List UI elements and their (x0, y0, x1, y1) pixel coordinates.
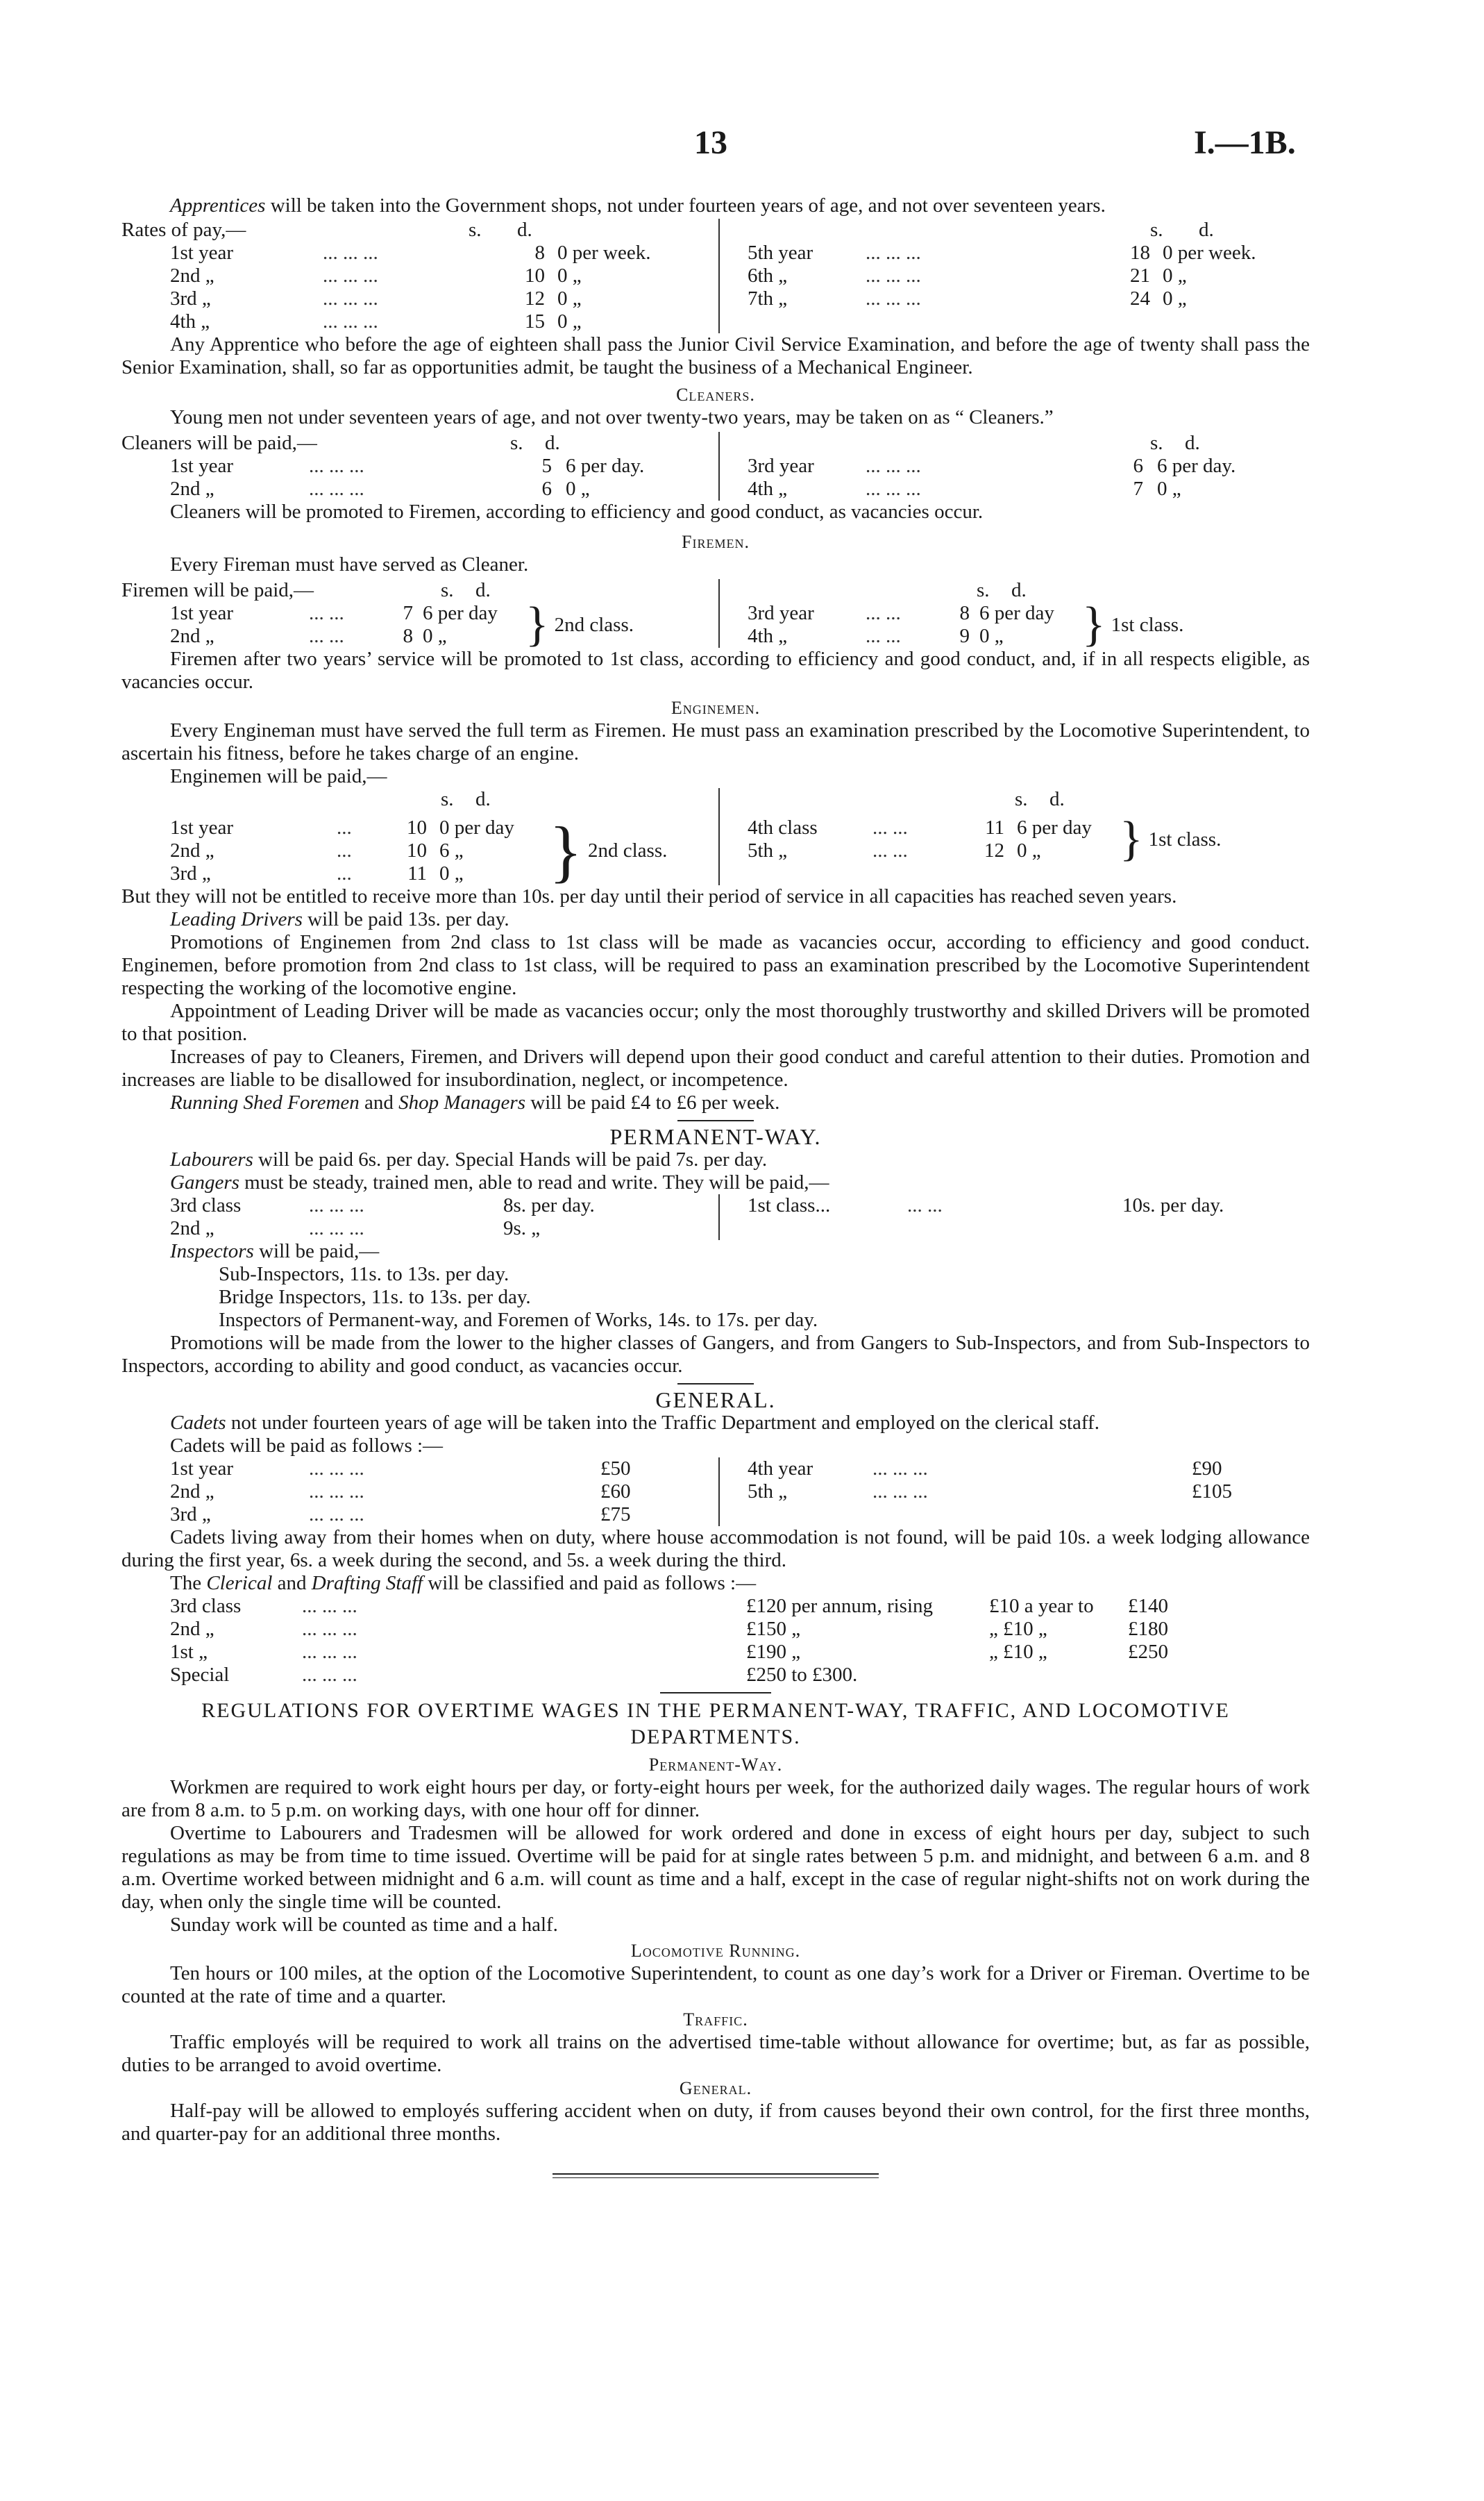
row-label: 2nd „ (170, 1217, 214, 1239)
class-label: 2nd class. (588, 839, 668, 862)
cleaners-rates-header (121, 432, 718, 455)
shillings: 11 (985, 817, 1004, 839)
leader-dots: ... ... (866, 625, 901, 647)
rate-increment: „ £10 „ (989, 1641, 1047, 1663)
clerical-term: Clerical (206, 1572, 273, 1594)
table-row (121, 602, 520, 625)
table-row (748, 478, 1296, 501)
cadets-term: Cadets (170, 1412, 226, 1434)
cadets-text: not under fourteen years of age will be taken into the Traffic Department and employed on the clerical staff. (226, 1412, 1099, 1434)
table-row (121, 478, 718, 501)
shillings: 6 (1133, 455, 1143, 477)
overtime-general-heading: General. (679, 2078, 752, 2098)
apprentices-rates-header (121, 219, 718, 242)
enginemen-rates-table (121, 788, 1310, 889)
closing-rule (553, 2173, 879, 2175)
table-row (121, 287, 718, 310)
cadets-lodging-note: Cadets living away from their homes when on duty, where house accommodation is not found, will be paid 10s. a week lodging allowance during the first year, 6s. a week during the second, and 5s. a week during the third. (121, 1526, 1310, 1571)
row-label: 1st year (170, 455, 233, 477)
table-row (748, 625, 1077, 648)
table-row (121, 1194, 718, 1217)
row-label: 4th class (748, 817, 818, 839)
enginemen-rates-header (121, 788, 718, 811)
rate-start: £120 per annum, rising (746, 1595, 934, 1617)
leader-dots: ... ... ... (302, 1664, 357, 1686)
rate-value: £60 (600, 1480, 631, 1503)
apprentices-term: Apprentices (170, 194, 266, 217)
section-divider (677, 1383, 754, 1385)
shillings: 7 (403, 602, 413, 624)
sd-d-header: d. (1199, 219, 1214, 241)
table-row (121, 1457, 718, 1480)
shillings: 5 (541, 455, 552, 477)
sd-s-header: s. (1015, 788, 1028, 810)
rates-label: Rates of pay,— (121, 219, 246, 241)
rate-value: 8s. per day. (503, 1194, 595, 1216)
pence: 6 „ (439, 839, 464, 862)
pence: 0 „ (557, 265, 582, 287)
row-label: 1st year (170, 602, 233, 624)
rate-value: £105 (1192, 1480, 1232, 1503)
overtime-pw-1: Workmen are required to work eight hours per day, or forty-eight hours per week, for the authorized daily wages. The regular hours of work are from 8 a.m. to 5 p.m. on working days, with one hour off for dinner. (121, 1776, 1310, 1821)
leader-dots: ... ... ... (302, 1595, 357, 1617)
apprentices-intro (121, 194, 1310, 217)
table-row (121, 625, 520, 648)
shillings: 11 (407, 862, 427, 885)
leader-dots: ... ... ... (866, 242, 921, 264)
shillings: 12 (984, 839, 1004, 862)
enginemen-heading: Enginemen. (671, 698, 761, 718)
shillings: 24 (1130, 287, 1150, 310)
shillings: 6 (541, 478, 552, 500)
list-item: Bridge Inspectors, 11s. to 13s. per day. (219, 1286, 531, 1308)
pence: 6 per day (1017, 817, 1092, 839)
sd-d-header: d. (475, 579, 491, 601)
rate-value: 10s. per day. (1122, 1194, 1224, 1216)
shillings: 18 (1130, 242, 1150, 264)
enginemen-note-4: Increases of pay to Cleaners, Firemen, and Drivers will depend upon their good conduct and careful attention to their duties. Promotion and increases are liable to be disallowed for insubordination, neglect, or incompetence. (121, 1046, 1310, 1091)
apprentices-rates-table (121, 219, 1310, 333)
overtime-traffic-heading: Traffic. (683, 2009, 748, 2030)
table-row (121, 1618, 1310, 1641)
labourers-term: Labourers (170, 1148, 253, 1171)
class-label: 2nd class. (554, 613, 634, 636)
apprentices-intro-text: will be taken into the Government shops, not under fourteen years of age, and not over seventeen years. (265, 194, 1106, 217)
leader-dots: ... ... ... (872, 1480, 928, 1503)
row-label: 2nd „ (170, 625, 214, 647)
table-row (748, 839, 1114, 862)
sd-d-header: d. (1011, 579, 1027, 601)
rate-max: £140 (1128, 1595, 1168, 1617)
leader-dots: ... ... ... (872, 1457, 928, 1480)
right-brace: } (525, 598, 549, 651)
leader-dots: ... ... ... (309, 1503, 364, 1525)
pence: 0 „ (1017, 839, 1041, 862)
leader-dots: ... ... ... (309, 1217, 364, 1239)
row-label: 3rd class (170, 1194, 242, 1216)
leader-dots: ... ... (872, 817, 908, 839)
pence: 0 „ (979, 625, 1004, 647)
firemen-rates-header-right (748, 579, 1296, 602)
class-label: 1st class. (1148, 828, 1222, 851)
rate-value: £50 (600, 1457, 631, 1480)
leader-dots: ... (337, 839, 352, 862)
leader-dots: ... ... ... (309, 1457, 364, 1480)
rate-start: £250 to £300. (746, 1664, 858, 1686)
table-row (121, 1217, 718, 1240)
list-item: Inspectors of Permanent-way, and Foremen of Works, 14s. to 17s. per day. (219, 1309, 818, 1331)
labourers-text: will be paid 6s. per day. Special Hands will be paid 7s. per day. (253, 1148, 768, 1171)
pence: 0 per day (439, 817, 514, 839)
leader-dots: ... (337, 862, 352, 885)
paid-label: Firemen will be paid,— (121, 579, 314, 601)
row-label: 5th „ (748, 839, 788, 862)
row-label: 2nd „ (170, 1480, 214, 1503)
gangers-rates-table (121, 1194, 1310, 1240)
clerical-text: will be classified and paid as follows :— (423, 1572, 757, 1594)
shillings: 8 (959, 602, 970, 624)
gangers-note (121, 1171, 1310, 1194)
sd-d-header: d. (545, 432, 560, 454)
leader-dots: ... ... ... (309, 478, 364, 500)
section-divider (677, 1120, 754, 1121)
pence: 0 „ (1157, 478, 1181, 500)
sd-d-header: d. (475, 788, 491, 810)
row-label: 2nd „ (170, 478, 214, 500)
table-row (121, 817, 543, 839)
cleaners-heading: Cleaners. (676, 385, 755, 405)
cleaners-rates-header-right (748, 432, 1296, 455)
shillings: 15 (525, 310, 545, 333)
row-label: 2nd „ (170, 265, 214, 287)
row-label: 1st year (170, 1457, 233, 1480)
row-label: 5th year (748, 242, 813, 264)
firemen-rates-table (121, 579, 1310, 651)
row-label: 6th „ (748, 265, 788, 287)
rate-value: £75 (600, 1503, 631, 1525)
row-label: 3rd year (748, 455, 814, 477)
table-row (748, 817, 1114, 839)
firemen-heading: Firemen. (682, 532, 750, 552)
enginemen-paid-label: Enginemen will be paid,— (170, 765, 387, 787)
table-row (748, 265, 1296, 287)
overtime-pw-heading: Permanent-Way. (648, 1755, 783, 1775)
leader-dots: ... ... ... (302, 1618, 357, 1640)
shillings: 9 (959, 625, 970, 647)
sd-d-header: d. (517, 219, 532, 241)
table-row (121, 839, 543, 862)
permanent-way-heading: PERMANENT-WAY. (609, 1124, 822, 1149)
table-row (748, 1480, 1296, 1503)
leader-dots: ... ... ... (323, 242, 378, 264)
sd-d-header: d. (1049, 788, 1065, 810)
overtime-pw-2: Overtime to Labourers and Tradesmen will be allowed for work ordered and done in excess of eight hours per day, subject to such regulations as may be from time to time issued. Overtime will be paid for at single rates between 5 p.m. and midnight, and between 6 a.m. and 8 a.m. Overtime worked between midnight and 6 a.m. will count as time and a half, except in the case of regular night-shifts not on work during the day, when only the single time will be counted. (121, 1822, 1310, 1913)
rate-max: £250 (1128, 1641, 1168, 1663)
class-label: 1st class. (1111, 613, 1184, 636)
shillings: 10 (407, 817, 427, 839)
row-label: 2nd „ (170, 839, 214, 862)
shillings: 12 (525, 287, 545, 310)
shillings: 8 (403, 625, 413, 647)
firemen-rates-header (121, 579, 718, 602)
general-heading: GENERAL. (655, 1387, 776, 1412)
table-row (121, 265, 718, 287)
enginemen-note-1: But they will not be entitled to receive more than 10s. per day until their period of service in all capacities has reached seven years. (121, 885, 1177, 907)
leader-dots: ... ... ... (302, 1641, 357, 1663)
enginemen-note-2: Promotions of Enginemen from 2nd class to 1st class will be made as vacancies occur, according to efficiency and good conduct. Enginemen, before promotion from 2nd class to 1st class, will be required to pass an examination prescribed by the Locomotive Superintendent respecting the working of the locomotive engine. (121, 931, 1310, 999)
row-label: 3rd year (748, 602, 814, 624)
shillings: 10 (525, 265, 545, 287)
row-label: 7th „ (748, 287, 788, 310)
pence: 0 „ (557, 310, 582, 333)
pence: 0 „ (439, 862, 464, 885)
right-brace: } (1120, 812, 1143, 866)
leader-dots: ... ... (309, 602, 344, 624)
pence: 0 „ (1163, 265, 1187, 287)
overtime-pw-3: Sunday work will be counted as time and a half. (170, 1914, 558, 1936)
inspectors-note (121, 1240, 1310, 1263)
sd-d-header: d. (1185, 432, 1200, 454)
firemen-intro: Every Fireman must have served as Cleaner. (170, 553, 529, 576)
row-label: 1st year (170, 242, 233, 264)
shillings: 21 (1130, 265, 1150, 287)
rate-start: £150 „ (746, 1618, 801, 1640)
cadets-note (121, 1412, 1310, 1434)
leader-dots: ... ... (866, 602, 901, 624)
rate-max: £180 (1128, 1618, 1168, 1640)
pence: 0 „ (557, 287, 582, 310)
rate-start: £190 „ (746, 1641, 801, 1663)
sd-s-header: s. (977, 579, 990, 601)
table-row (121, 455, 718, 478)
table-row (748, 602, 1077, 625)
row-label: 1st class... (748, 1194, 831, 1216)
row-label: Special (170, 1664, 230, 1686)
clerical-pre: The (170, 1572, 207, 1594)
rate-increment: „ £10 „ (989, 1618, 1047, 1640)
shed-and: and (359, 1091, 399, 1114)
sd-s-header: s. (469, 219, 482, 241)
table-row (121, 862, 543, 885)
row-label: 1st year (170, 817, 233, 839)
leader-dots: ... ... ... (323, 265, 378, 287)
pence: 6 per day (979, 602, 1054, 624)
right-brace: } (549, 812, 582, 889)
rate-value: 9s. „ (503, 1217, 541, 1239)
gangers-term: Gangers (170, 1171, 239, 1194)
cleaners-rates-table (121, 432, 1310, 501)
cadets-rates-table (121, 1457, 1310, 1526)
section-divider (660, 1692, 771, 1693)
leader-dots: ... ... ... (323, 310, 378, 333)
leader-dots: ... ... ... (866, 455, 921, 477)
permanent-way-promotions: Promotions will be made from the lower to the higher classes of Gangers, and from Gangers to Sub-Inspectors, and from Sub-Inspectors to Inspectors, according to ability and good conduct, as vacancies occur. (121, 1332, 1310, 1377)
table-row (121, 1503, 718, 1526)
sd-s-header: s. (441, 788, 454, 810)
overtime-general: Half-pay will be allowed to employés suffering accident when on duty, if from causes beyond their own control, for the first three months, and quarter-pay for an additional three months. (121, 2100, 1310, 2145)
clerical-staff-table (121, 1595, 1310, 1687)
inspectors-term: Inspectors (170, 1240, 254, 1262)
shillings: 7 (1133, 478, 1143, 500)
sd-s-header: s. (441, 579, 454, 601)
leader-dots: ... ... ... (323, 287, 378, 310)
shed-foremen-term: Running Shed Foremen (170, 1091, 360, 1114)
row-label: 3rd „ (170, 862, 211, 885)
cleaners-intro: Young men not under seventeen years of age, and not over twenty-two years, may be taken on as “ Cleaners.” (170, 406, 1054, 428)
table-row (121, 1480, 718, 1503)
sd-s-header: s. (1150, 432, 1163, 454)
table-row (121, 242, 718, 265)
right-brace: } (1082, 598, 1106, 651)
shed-foremen-text: will be paid £4 to £6 per week. (525, 1091, 780, 1114)
sd-s-header: s. (1150, 219, 1163, 241)
pence: 0 „ (1163, 287, 1187, 310)
enginemen-rates-header-right (748, 788, 1296, 811)
leader-dots: ... ... (309, 625, 344, 647)
cleaners-note: Cleaners will be promoted to Firemen, according to efficiency and good conduct, as vacancies occur. (170, 501, 984, 523)
enginemen-note-3: Appointment of Leading Driver will be made as vacancies occur; only the most thoroughly trustworthy and skilled Drivers will be promoted to that position. (121, 1000, 1310, 1045)
table-row (748, 1194, 1296, 1217)
leader-dots: ... ... ... (309, 455, 364, 477)
row-label: 1st „ (170, 1641, 208, 1663)
leader-dots: ... (337, 817, 352, 839)
overtime-loco: Ten hours or 100 miles, at the option of the Locomotive Superintendent, to count as one day’s work for a Driver or Fireman. Overtime to be counted at the rate of time and a quarter. (121, 1962, 1310, 2007)
row-label: 3rd „ (170, 1503, 211, 1525)
table-row (748, 455, 1296, 478)
page-number: 13 (694, 124, 727, 161)
gangers-text: must be steady, trained men, able to read and write. They will be paid,— (239, 1171, 829, 1194)
pence: 0 per week. (557, 242, 651, 264)
leading-drivers-text: will be paid 13s. per day. (302, 908, 509, 930)
row-label: 3rd class (170, 1595, 242, 1617)
table-row (748, 1457, 1296, 1480)
row-label: 2nd „ (170, 1618, 214, 1640)
table-row (121, 310, 718, 333)
shed-foremen-note (121, 1091, 1310, 1114)
leader-dots: ... ... ... (309, 1480, 364, 1503)
cadets-paid-label: Cadets will be paid as follows :— (170, 1434, 444, 1457)
shillings: 8 (534, 242, 545, 264)
row-label: 4th „ (748, 478, 788, 500)
table-row (121, 1641, 1310, 1664)
row-label: 5th „ (748, 1480, 788, 1503)
overtime-heading: REGULATIONS FOR OVERTIME WAGES IN THE PERMANENT-WAY, TRAFFIC, AND LOCOMOTIVE (201, 1699, 1230, 1722)
clerical-staff-note (121, 1572, 1310, 1595)
leader-dots: ... ... ... (866, 287, 921, 310)
row-label: 3rd „ (170, 287, 211, 310)
enginemen-intro: Every Engineman must have served the full term as Firemen. He must pass an examination prescribed by the Locomotive Superintendent, to ascertain his fitness, before he takes charge of an engine. (121, 719, 1310, 764)
row-label: 4th „ (748, 625, 788, 647)
overtime-heading-2: DEPARTMENTS. (630, 1725, 801, 1748)
pence: 0 „ (423, 625, 447, 647)
apprentices-note: Any Apprentice who before the age of eighteen shall pass the Junior Civil Service Examination, and before the age of twenty shall pass the Senior Examination, shall, so far as opportunities admit, be taught the business of a Mechanical Engineer. (121, 333, 1310, 378)
inspectors-text: will be paid,— (253, 1240, 380, 1262)
shop-managers-term: Shop Managers (398, 1091, 525, 1114)
leader-dots: ... ... ... (866, 265, 921, 287)
row-label: 4th „ (170, 310, 210, 333)
clerical-and: and (272, 1572, 312, 1594)
leader-dots: ... ... ... (309, 1194, 364, 1216)
overtime-loco-heading: Locomotive Running. (630, 1941, 801, 1961)
paid-label: Cleaners will be paid,— (121, 432, 317, 454)
leading-drivers-note (121, 908, 1310, 931)
shillings: 10 (407, 839, 427, 862)
table-row (121, 1595, 1310, 1618)
table-row (748, 287, 1296, 310)
leader-dots: ... ... (907, 1194, 943, 1216)
rate-value: £90 (1192, 1457, 1222, 1480)
pence: 6 per day. (566, 455, 645, 477)
sd-s-header: s. (510, 432, 523, 454)
row-label: 4th year (748, 1457, 813, 1480)
pence: 6 per day (423, 602, 498, 624)
page-body (121, 194, 1310, 2178)
drafting-staff-term: Drafting Staff (311, 1572, 423, 1594)
pence: 0 per week. (1163, 242, 1256, 264)
table-row (121, 1664, 1310, 1687)
table-row (748, 242, 1296, 265)
leader-dots: ... ... ... (866, 478, 921, 500)
labourers-note (121, 1148, 1310, 1171)
firemen-note: Firemen after two years’ service will be promoted to 1st class, according to efficiency and good conduct, and, if in all respects eligible, as vacancies occur. (121, 648, 1310, 693)
pence: 6 per day. (1157, 455, 1236, 477)
document-reference: I.—1B. (1194, 124, 1296, 161)
list-item: Sub-Inspectors, 11s. to 13s. per day. (219, 1263, 509, 1285)
leader-dots: ... ... (872, 839, 908, 862)
closing-rule-thin (553, 2177, 879, 2178)
apprentices-rates-header-right (748, 219, 1296, 242)
rate-increment: £10 a year to (989, 1595, 1094, 1617)
pence: 0 „ (566, 478, 590, 500)
overtime-traffic: Traffic employés will be required to work all trains on the advertised time-table without allowance for overtime; but, as far as possible, duties to be arranged to avoid overtime. (121, 2031, 1310, 2076)
leading-drivers-term: Leading Drivers (170, 908, 303, 930)
